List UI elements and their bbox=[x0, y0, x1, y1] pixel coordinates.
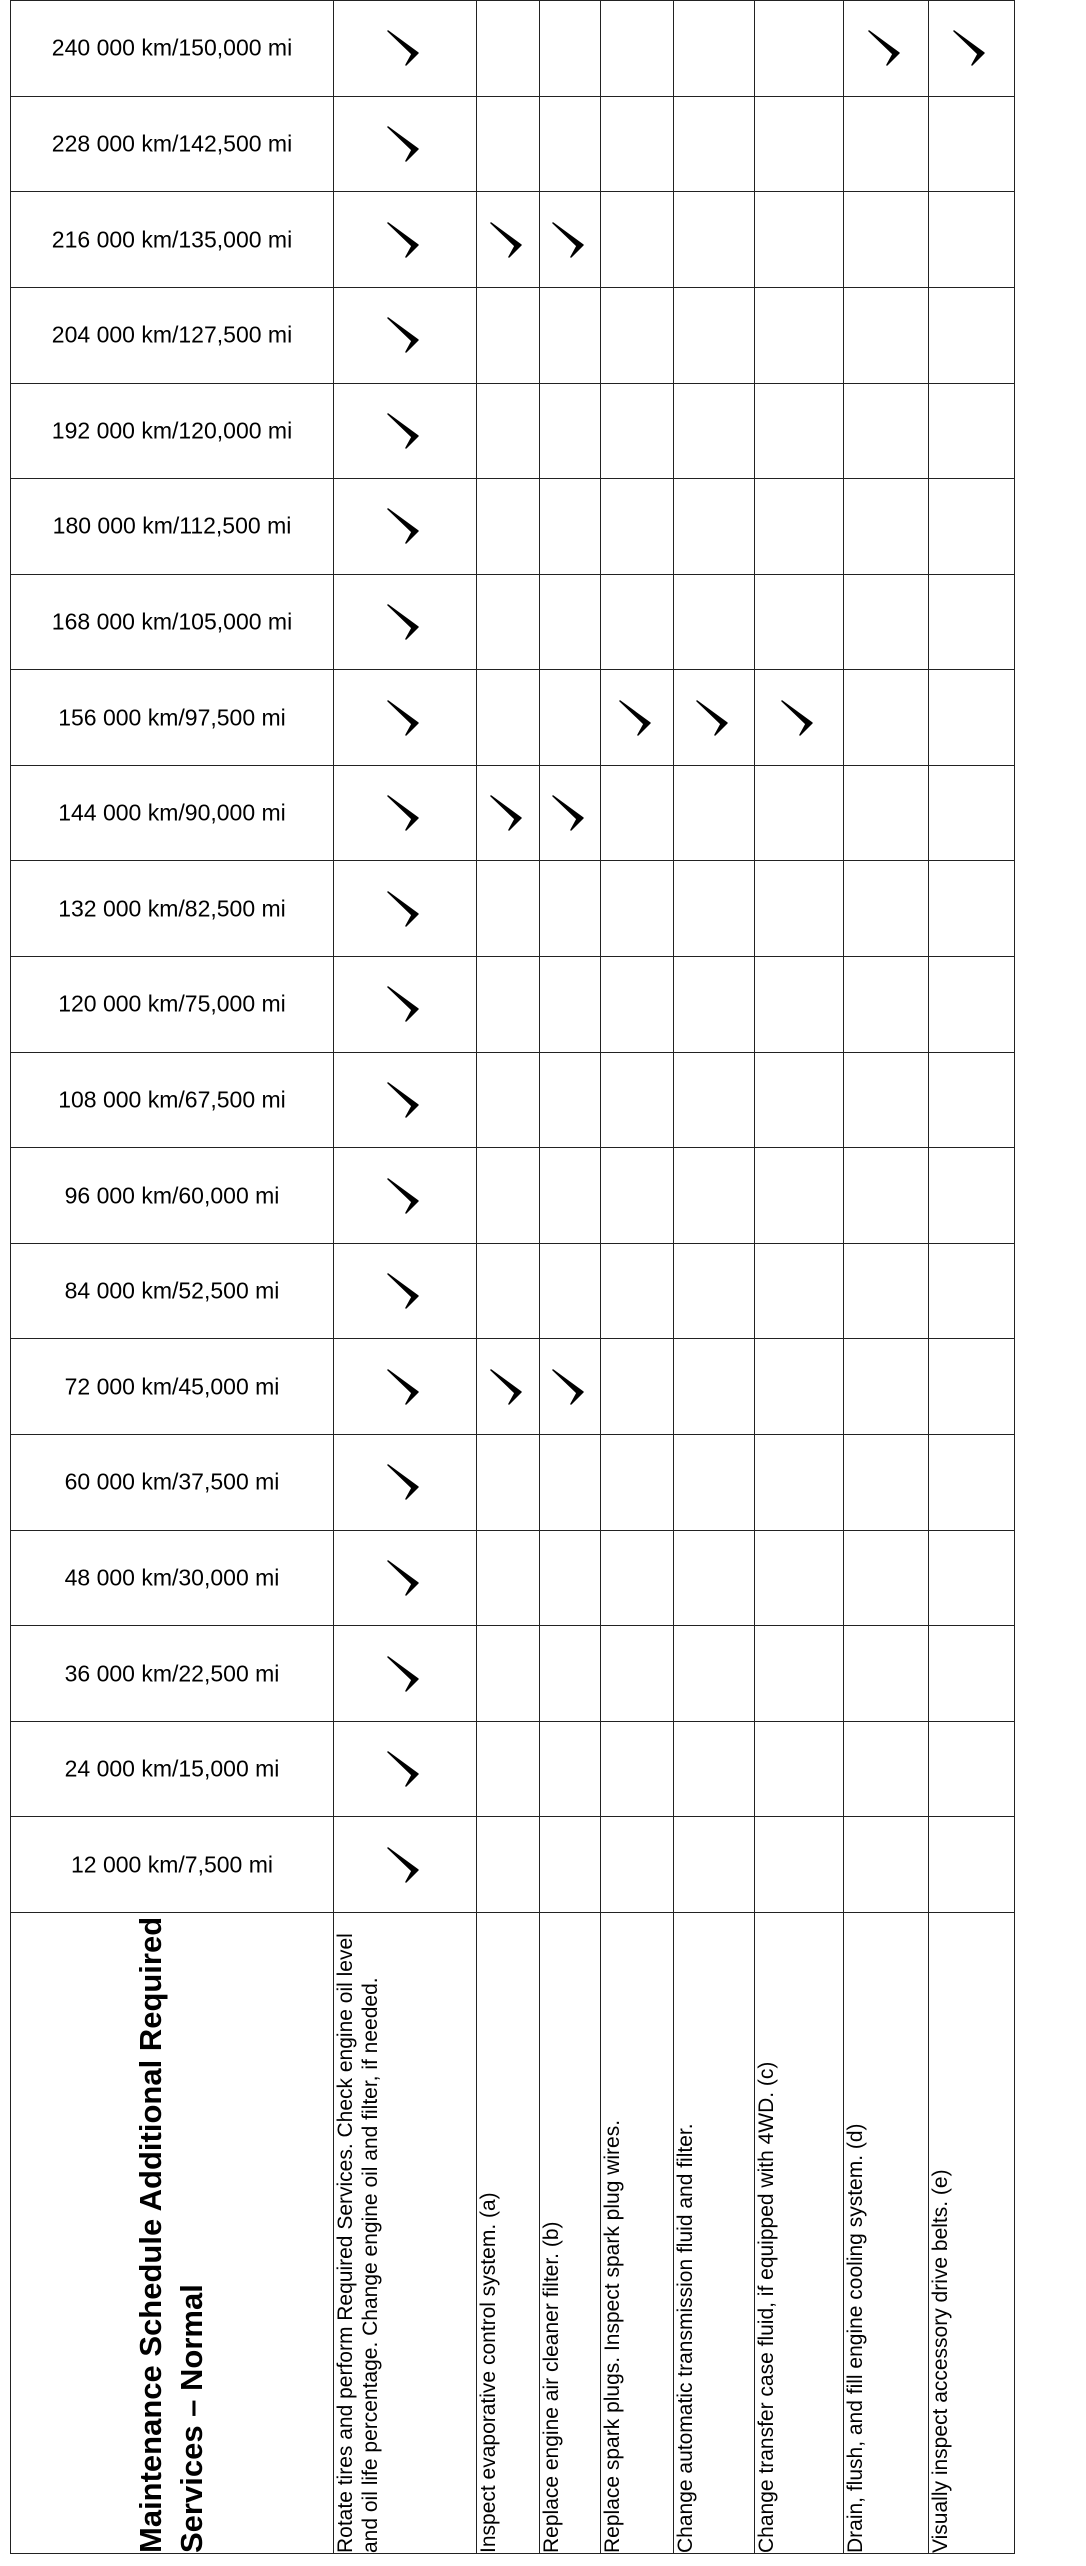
service-label: Inspect evaporative control system. (a) bbox=[477, 1913, 540, 2554]
schedule-cell bbox=[755, 574, 844, 670]
schedule-cell bbox=[477, 957, 540, 1053]
schedule-cell bbox=[844, 1339, 929, 1435]
schedule-cell bbox=[334, 1626, 477, 1722]
service-label: Change automatic transmission fluid and filter. bbox=[674, 1913, 755, 2554]
maintenance-schedule-table bbox=[10, 0, 1015, 2554]
interval-label: 132 000 km/82,500 mi bbox=[58, 895, 286, 922]
schedule-cell bbox=[601, 1817, 674, 1913]
schedule-cell bbox=[674, 861, 755, 957]
interval-header bbox=[11, 1, 334, 97]
schedule-cell bbox=[334, 765, 477, 861]
schedule-cell bbox=[929, 479, 1015, 575]
interval-header bbox=[11, 96, 334, 192]
check-mark-icon bbox=[485, 1366, 527, 1408]
interval-label: 48 000 km/30,000 mi bbox=[64, 1564, 280, 1591]
schedule-cell bbox=[334, 957, 477, 1053]
schedule-cell bbox=[674, 383, 755, 479]
schedule-cell bbox=[601, 765, 674, 861]
service-row bbox=[540, 1, 601, 2554]
schedule-cell bbox=[601, 574, 674, 670]
schedule-cell bbox=[477, 1243, 540, 1339]
check-mark-icon bbox=[382, 983, 424, 1025]
schedule-cell bbox=[844, 96, 929, 192]
schedule-cell bbox=[540, 1817, 601, 1913]
interval-label: 36 000 km/22,500 mi bbox=[64, 1660, 280, 1687]
schedule-cell bbox=[477, 96, 540, 192]
interval-header bbox=[11, 765, 334, 861]
check-mark-icon bbox=[382, 505, 424, 547]
schedule-cell bbox=[540, 96, 601, 192]
check-mark-icon bbox=[382, 410, 424, 452]
schedule-cell bbox=[929, 574, 1015, 670]
service-label: Drain, flush, and fill engine cooling system. (d) bbox=[844, 1913, 929, 2554]
schedule-cell bbox=[929, 383, 1015, 479]
schedule-cell bbox=[601, 1052, 674, 1148]
schedule-cell bbox=[844, 957, 929, 1053]
schedule-cell bbox=[334, 192, 477, 288]
check-mark-icon bbox=[382, 314, 424, 356]
interval-header bbox=[11, 1339, 334, 1435]
schedule-cell bbox=[601, 1721, 674, 1817]
schedule-cell bbox=[844, 1530, 929, 1626]
check-mark-icon bbox=[382, 1175, 424, 1217]
schedule-cell bbox=[929, 1626, 1015, 1722]
schedule-cell bbox=[540, 670, 601, 766]
schedule-cell bbox=[755, 861, 844, 957]
schedule-cell bbox=[540, 1339, 601, 1435]
schedule-cell bbox=[755, 670, 844, 766]
schedule-cell bbox=[334, 1435, 477, 1531]
interval-label: 84 000 km/52,500 mi bbox=[64, 1277, 280, 1304]
schedule-cell bbox=[755, 1530, 844, 1626]
schedule-cell bbox=[334, 1, 477, 97]
interval-label: 156 000 km/97,500 mi bbox=[58, 704, 286, 731]
schedule-cell bbox=[540, 574, 601, 670]
schedule-cell bbox=[334, 1339, 477, 1435]
check-mark-icon bbox=[382, 1748, 424, 1790]
check-mark-icon bbox=[382, 27, 424, 69]
schedule-cell bbox=[334, 1530, 477, 1626]
check-mark-icon bbox=[691, 697, 733, 739]
header-row bbox=[11, 1, 334, 2554]
schedule-cell bbox=[540, 479, 601, 575]
schedule-cell bbox=[674, 1052, 755, 1148]
schedule-cell bbox=[540, 383, 601, 479]
schedule-cell bbox=[755, 957, 844, 1053]
interval-label: 240 000 km/150,000 mi bbox=[51, 34, 293, 61]
schedule-cell bbox=[601, 1339, 674, 1435]
schedule-cell bbox=[540, 287, 601, 383]
interval-header bbox=[11, 1626, 334, 1722]
schedule-cell bbox=[477, 1817, 540, 1913]
schedule-cell bbox=[674, 1, 755, 97]
service-row bbox=[755, 1, 844, 2554]
schedule-cell bbox=[844, 1626, 929, 1722]
schedule-cell bbox=[334, 287, 477, 383]
interval-header bbox=[11, 287, 334, 383]
interval-header bbox=[11, 861, 334, 957]
interval-header bbox=[11, 574, 334, 670]
schedule-cell bbox=[601, 861, 674, 957]
schedule-cell bbox=[334, 383, 477, 479]
schedule-cell bbox=[540, 1243, 601, 1339]
check-mark-icon bbox=[485, 219, 527, 261]
schedule-cell bbox=[601, 670, 674, 766]
schedule-cell bbox=[334, 1052, 477, 1148]
check-mark-icon bbox=[382, 123, 424, 165]
schedule-cell bbox=[601, 1, 674, 97]
schedule-cell bbox=[477, 574, 540, 670]
check-mark-icon bbox=[382, 792, 424, 834]
service-label: Visually inspect accessory drive belts. (e) bbox=[929, 1913, 1015, 2554]
schedule-cell bbox=[674, 96, 755, 192]
schedule-cell bbox=[601, 96, 674, 192]
schedule-cell bbox=[929, 670, 1015, 766]
schedule-cell bbox=[674, 957, 755, 1053]
service-row bbox=[844, 1, 929, 2554]
schedule-cell bbox=[601, 1626, 674, 1722]
schedule-cell bbox=[674, 574, 755, 670]
schedule-cell bbox=[929, 1435, 1015, 1531]
check-mark-icon bbox=[382, 1079, 424, 1121]
schedule-cell bbox=[844, 287, 929, 383]
schedule-cell bbox=[929, 957, 1015, 1053]
schedule-cell bbox=[540, 1148, 601, 1244]
schedule-cell bbox=[844, 1817, 929, 1913]
schedule-cell bbox=[477, 192, 540, 288]
check-mark-icon bbox=[485, 792, 527, 834]
schedule-cell bbox=[929, 1, 1015, 97]
schedule-cell bbox=[844, 1148, 929, 1244]
check-mark-icon bbox=[547, 1366, 589, 1408]
schedule-cell bbox=[334, 1148, 477, 1244]
service-row bbox=[929, 1, 1015, 2554]
schedule-cell bbox=[844, 574, 929, 670]
schedule-cell bbox=[477, 1435, 540, 1531]
interval-header bbox=[11, 1052, 334, 1148]
schedule-cell bbox=[601, 1435, 674, 1531]
schedule-cell bbox=[601, 287, 674, 383]
schedule-cell bbox=[929, 861, 1015, 957]
schedule-cell bbox=[477, 861, 540, 957]
interval-label: 120 000 km/75,000 mi bbox=[58, 990, 286, 1017]
schedule-cell bbox=[929, 765, 1015, 861]
schedule-cell bbox=[334, 96, 477, 192]
check-mark-icon bbox=[382, 601, 424, 643]
schedule-cell bbox=[477, 670, 540, 766]
check-mark-icon bbox=[382, 1844, 424, 1886]
schedule-cell bbox=[674, 192, 755, 288]
schedule-cell bbox=[755, 1435, 844, 1531]
schedule-cell bbox=[477, 287, 540, 383]
schedule-cell bbox=[334, 861, 477, 957]
schedule-cell bbox=[844, 479, 929, 575]
schedule-cell bbox=[477, 1530, 540, 1626]
schedule-cell bbox=[755, 1626, 844, 1722]
service-label: Replace spark plugs. Inspect spark plug wires. bbox=[601, 1913, 674, 2554]
schedule-cell bbox=[755, 1243, 844, 1339]
schedule-title: Maintenance Schedule Additional Required Services – Normal bbox=[11, 1913, 334, 2554]
schedule-cell bbox=[755, 1052, 844, 1148]
schedule-cell bbox=[755, 287, 844, 383]
check-mark-icon bbox=[382, 1270, 424, 1312]
schedule-cell bbox=[477, 479, 540, 575]
check-mark-icon bbox=[382, 1653, 424, 1695]
schedule-cell bbox=[674, 287, 755, 383]
service-label: Rotate tires and perform Required Services. Check engine oil level and oil life percentage. Change engine oil and filter, if needed. bbox=[334, 1913, 477, 2554]
schedule-cell bbox=[540, 1052, 601, 1148]
interval-label: 60 000 km/37,500 mi bbox=[64, 1468, 280, 1495]
schedule-cell bbox=[929, 1817, 1015, 1913]
schedule-cell bbox=[601, 479, 674, 575]
schedule-cell bbox=[674, 670, 755, 766]
schedule-cell bbox=[929, 287, 1015, 383]
schedule-cell bbox=[477, 1626, 540, 1722]
check-mark-icon bbox=[382, 219, 424, 261]
schedule-cell bbox=[755, 96, 844, 192]
schedule-cell bbox=[334, 1243, 477, 1339]
schedule-cell bbox=[540, 957, 601, 1053]
interval-label: 108 000 km/67,500 mi bbox=[58, 1086, 286, 1113]
schedule-cell bbox=[674, 1626, 755, 1722]
schedule-cell bbox=[844, 1243, 929, 1339]
schedule-cell bbox=[929, 1148, 1015, 1244]
interval-label: 24 000 km/15,000 mi bbox=[64, 1755, 280, 1782]
check-mark-icon bbox=[614, 697, 656, 739]
schedule-cell bbox=[601, 1243, 674, 1339]
schedule-cell bbox=[540, 1, 601, 97]
schedule-cell bbox=[674, 1339, 755, 1435]
check-mark-icon bbox=[547, 219, 589, 261]
schedule-cell bbox=[844, 861, 929, 957]
schedule-cell bbox=[755, 1339, 844, 1435]
interval-label: 204 000 km/127,500 mi bbox=[51, 321, 293, 348]
interval-label: 228 000 km/142,500 mi bbox=[51, 130, 293, 157]
interval-header bbox=[11, 479, 334, 575]
interval-header bbox=[11, 1435, 334, 1531]
schedule-cell bbox=[540, 1626, 601, 1722]
schedule-cell bbox=[540, 1721, 601, 1817]
service-rows bbox=[334, 1, 1015, 2554]
interval-label: 12 000 km/7,500 mi bbox=[70, 1851, 274, 1878]
interval-header bbox=[11, 1721, 334, 1817]
interval-header bbox=[11, 1817, 334, 1913]
schedule-cell bbox=[601, 957, 674, 1053]
schedule-cell bbox=[540, 861, 601, 957]
check-mark-icon bbox=[547, 792, 589, 834]
schedule-cell bbox=[674, 479, 755, 575]
schedule-cell bbox=[601, 383, 674, 479]
interval-label: 168 000 km/105,000 mi bbox=[51, 608, 293, 635]
schedule-cell bbox=[334, 670, 477, 766]
schedule-cell bbox=[929, 1339, 1015, 1435]
check-mark-icon bbox=[382, 1557, 424, 1599]
schedule-cell bbox=[755, 1721, 844, 1817]
check-mark-icon bbox=[382, 888, 424, 930]
check-mark-icon bbox=[382, 697, 424, 739]
schedule-cell bbox=[674, 1243, 755, 1339]
schedule-cell bbox=[844, 1, 929, 97]
schedule-cell bbox=[755, 765, 844, 861]
interval-header bbox=[11, 670, 334, 766]
interval-label: 96 000 km/60,000 mi bbox=[64, 1182, 280, 1209]
schedule-cell bbox=[844, 670, 929, 766]
service-row bbox=[334, 1, 477, 2554]
schedule-cell bbox=[755, 479, 844, 575]
interval-header bbox=[11, 1530, 334, 1626]
schedule-cell bbox=[674, 1435, 755, 1531]
schedule-cell bbox=[334, 574, 477, 670]
schedule-cell bbox=[601, 1530, 674, 1626]
schedule-cell bbox=[601, 192, 674, 288]
schedule-cell bbox=[929, 96, 1015, 192]
check-mark-icon bbox=[776, 697, 818, 739]
schedule-cell bbox=[755, 1817, 844, 1913]
schedule-cell bbox=[540, 1435, 601, 1531]
service-row bbox=[477, 1, 540, 2554]
schedule-cell bbox=[755, 1148, 844, 1244]
schedule-cell bbox=[477, 1721, 540, 1817]
schedule-cell bbox=[477, 1339, 540, 1435]
check-mark-icon bbox=[948, 27, 990, 69]
schedule-cell bbox=[540, 1530, 601, 1626]
schedule-cell bbox=[674, 1530, 755, 1626]
service-label: Replace engine air cleaner filter. (b) bbox=[540, 1913, 601, 2554]
schedule-cell bbox=[674, 765, 755, 861]
interval-header bbox=[11, 1148, 334, 1244]
schedule-cell bbox=[540, 192, 601, 288]
schedule-cell bbox=[929, 1530, 1015, 1626]
schedule-cell bbox=[477, 1148, 540, 1244]
interval-label: 144 000 km/90,000 mi bbox=[58, 799, 286, 826]
interval-header bbox=[11, 383, 334, 479]
service-label: Change transfer case fluid, if equipped with 4WD. (c) bbox=[755, 1913, 844, 2554]
interval-label: 180 000 km/112,500 mi bbox=[52, 512, 292, 539]
schedule-cell bbox=[844, 383, 929, 479]
schedule-cell bbox=[477, 1, 540, 97]
schedule-cell bbox=[477, 1052, 540, 1148]
service-row bbox=[674, 1, 755, 2554]
interval-label: 192 000 km/120,000 mi bbox=[51, 417, 293, 444]
check-mark-icon bbox=[382, 1461, 424, 1503]
schedule-cell bbox=[755, 1, 844, 97]
service-row bbox=[601, 1, 674, 2554]
interval-header bbox=[11, 1243, 334, 1339]
schedule-cell bbox=[674, 1721, 755, 1817]
interval-header bbox=[11, 957, 334, 1053]
schedule-cell bbox=[477, 383, 540, 479]
schedule-cell bbox=[844, 1052, 929, 1148]
schedule-cell bbox=[674, 1817, 755, 1913]
schedule-cell bbox=[844, 1435, 929, 1531]
schedule-cell bbox=[929, 192, 1015, 288]
check-mark-icon bbox=[382, 1366, 424, 1408]
interval-header bbox=[11, 192, 334, 288]
check-mark-icon bbox=[863, 27, 905, 69]
schedule-cell bbox=[674, 1148, 755, 1244]
schedule-cell bbox=[755, 192, 844, 288]
schedule-cell bbox=[334, 1721, 477, 1817]
schedule-cell bbox=[540, 765, 601, 861]
schedule-cell bbox=[334, 479, 477, 575]
schedule-cell bbox=[844, 1721, 929, 1817]
schedule-cell bbox=[755, 383, 844, 479]
interval-label: 216 000 km/135,000 mi bbox=[51, 226, 293, 253]
schedule-cell bbox=[334, 1817, 477, 1913]
schedule-cell bbox=[929, 1052, 1015, 1148]
schedule-cell bbox=[929, 1721, 1015, 1817]
schedule-cell bbox=[601, 1148, 674, 1244]
schedule-cell bbox=[929, 1243, 1015, 1339]
schedule-cell bbox=[477, 765, 540, 861]
schedule-cell bbox=[844, 192, 929, 288]
interval-label: 72 000 km/45,000 mi bbox=[64, 1373, 280, 1400]
schedule-cell bbox=[844, 765, 929, 861]
